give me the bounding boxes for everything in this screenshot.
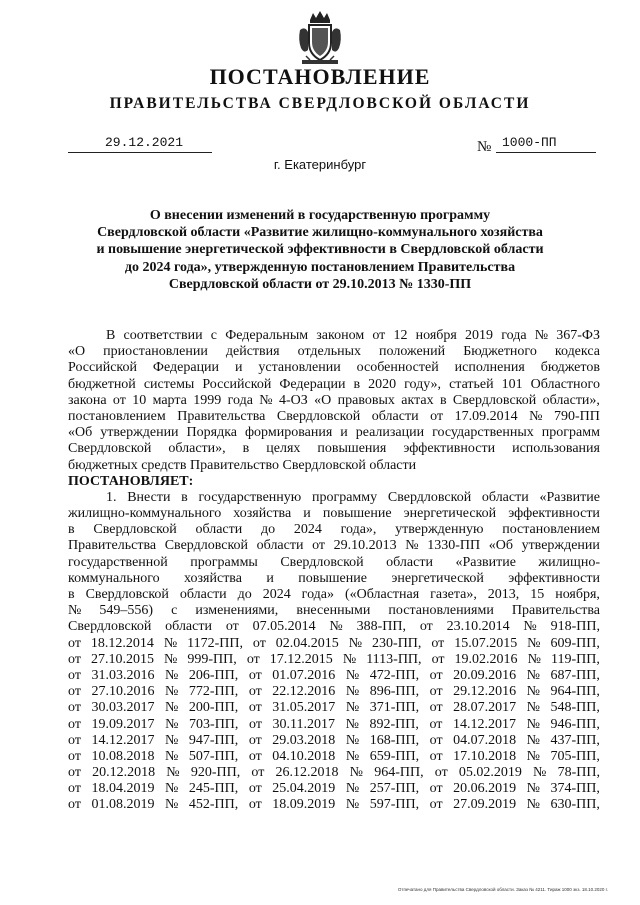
body-line: от 01.08.2019 № 452-ПП, от 18.09.2019 № 597-ПП, от 27.09.2019 № 630-ПП,: [68, 797, 600, 813]
print-note: Отпечатано для Правительства Свердловской области. Заказ № 4211. Тираж 1000 экз. 18.10.2020 г.: [397, 887, 608, 892]
heading-line: Свердловской области от 29.10.2013 № 1330-ПП: [168, 276, 472, 292]
body-line: в Свердловской области до 2024 года» («Областная газета», 2013, 15 ноября,: [68, 587, 600, 602]
body-line: «Об утверждении Порядка формирования и реализации государственных программ: [68, 425, 600, 441]
document-heading: [60, 207, 580, 293]
body-line: № 549–556) с изменениями, внесенными постановлениями Правительства: [68, 603, 600, 619]
coat-of-arms-icon: [296, 10, 344, 66]
body-line: от 20.12.2018 № 920-ПП, от 26.12.2018 № 964-ПП, от 05.02.2019 № 78-ПП,: [68, 765, 600, 781]
issuer-name: ПРАВИТЕЛЬСТВА СВЕРДЛОВСКОЙ ОБЛАСТИ: [109, 95, 531, 112]
body-line: от 27.10.2015 № 999-ПП, от 17.12.2015 № 1113-ПП, от 19.02.2016 № 119-ПП,: [68, 651, 600, 667]
body-line: ПОСТАНОВЛЯЕТ:: [68, 473, 194, 489]
body-line: 1. Внести в государственную программу Свердловской области «Развитие: [106, 489, 600, 505]
body-line: Свердловской области», в целях повышения эффективности использования: [68, 441, 600, 457]
heading-line: О внесении изменений в государственную программу: [149, 208, 491, 223]
body-line: бюджетной системы Российской Федерации в 2020 году», статьей 101 Областного: [68, 376, 600, 392]
body-line: от 27.10.2016 № 772-ПП, от 22.12.2016 № 896-ПП, от 29.12.2016 № 964-ПП,: [68, 684, 600, 700]
body-line: в Свердловской области до 2024 года», утвержденную постановлением: [68, 522, 600, 538]
document-title: ПОСТАНОВЛЕНИЕ: [209, 64, 431, 89]
body-line: от 19.09.2017 № 703-ПП, от 30.11.2017 № 892-ПП, от 14.12.2017 № 946-ПП,: [68, 716, 600, 732]
body-line: жилищно-коммунального хозяйства и повышение энергетической эффективности: [68, 506, 600, 522]
number-sign: №: [477, 139, 492, 155]
body-line: Правительства Свердловской области от 29.10.2013 № 1330-ПП «Об утверждении: [68, 538, 600, 554]
body-line: «О приостановлении действия отдельных положений Бюджетного кодекса: [68, 344, 600, 360]
date-underline: [68, 152, 212, 153]
document-date: 29.12.2021: [105, 135, 184, 150]
heading-line: Свердловской области «Развитие жилищно-коммунального хозяйства: [97, 225, 543, 241]
body-line: коммунального хозяйства и повышение энергетической эффективности: [68, 570, 600, 586]
issue-city: г. Екатеринбург: [273, 157, 367, 172]
document-number: 1000-ПП: [502, 135, 557, 150]
body-line: В соответствии с Федеральным законом от 12 ноября 2019 года № 367-ФЗ: [106, 328, 600, 343]
body-line: от 10.08.2018 № 507-ПП, от 04.10.2018 № 659-ПП, от 17.10.2018 № 705-ПП,: [68, 748, 600, 764]
heading-line: и повышение энергетической эффективности в Свердловской области: [96, 242, 544, 258]
body-line: от 18.04.2019 № 245-ПП, от 25.04.2019 № 257-ПП, от 20.06.2019 № 374-ПП,: [68, 781, 600, 797]
body-line: от 30.03.2017 № 200-ПП, от 31.05.2017 № 371-ПП, от 28.07.2017 № 548-ПП,: [68, 700, 600, 716]
body-line: постановлением Правительства Свердловской области от 17.09.2014 № 790-ПП: [68, 408, 600, 424]
body-line: бюджетных средств Правительство Свердловской области: [68, 457, 417, 473]
body-line: Свердловской области от 07.05.2014 № 388-ПП, от 23.10.2014 № 918-ПП,: [68, 619, 600, 635]
heading-line: до 2024 года», утвержденную постановлением Правительства: [124, 259, 516, 275]
body-line: от 31.03.2016 № 206-ПП, от 01.07.2016 № 472-ПП, от 20.09.2016 № 687-ПП,: [68, 667, 600, 683]
body-line: государственной программы Свердловской области «Развитие жилищно-: [68, 554, 600, 570]
body-line: от 14.12.2017 № 947-ПП, от 29.03.2018 № 168-ПП, от 04.07.2018 № 437-ПП,: [68, 732, 600, 748]
body-line: от 18.12.2014 № 1172-ПП, от 02.04.2015 № 230-ПП, от 15.07.2015 № 609-ПП,: [68, 635, 600, 651]
document-body: [68, 328, 600, 814]
number-underline: [496, 152, 596, 153]
body-line: Российской Федерации и установлении особенностей исполнения бюджетов: [68, 360, 600, 376]
body-line: закона от 10 марта 1999 года № 4-ОЗ «О правовых актах в Свердловской области»,: [68, 392, 600, 408]
